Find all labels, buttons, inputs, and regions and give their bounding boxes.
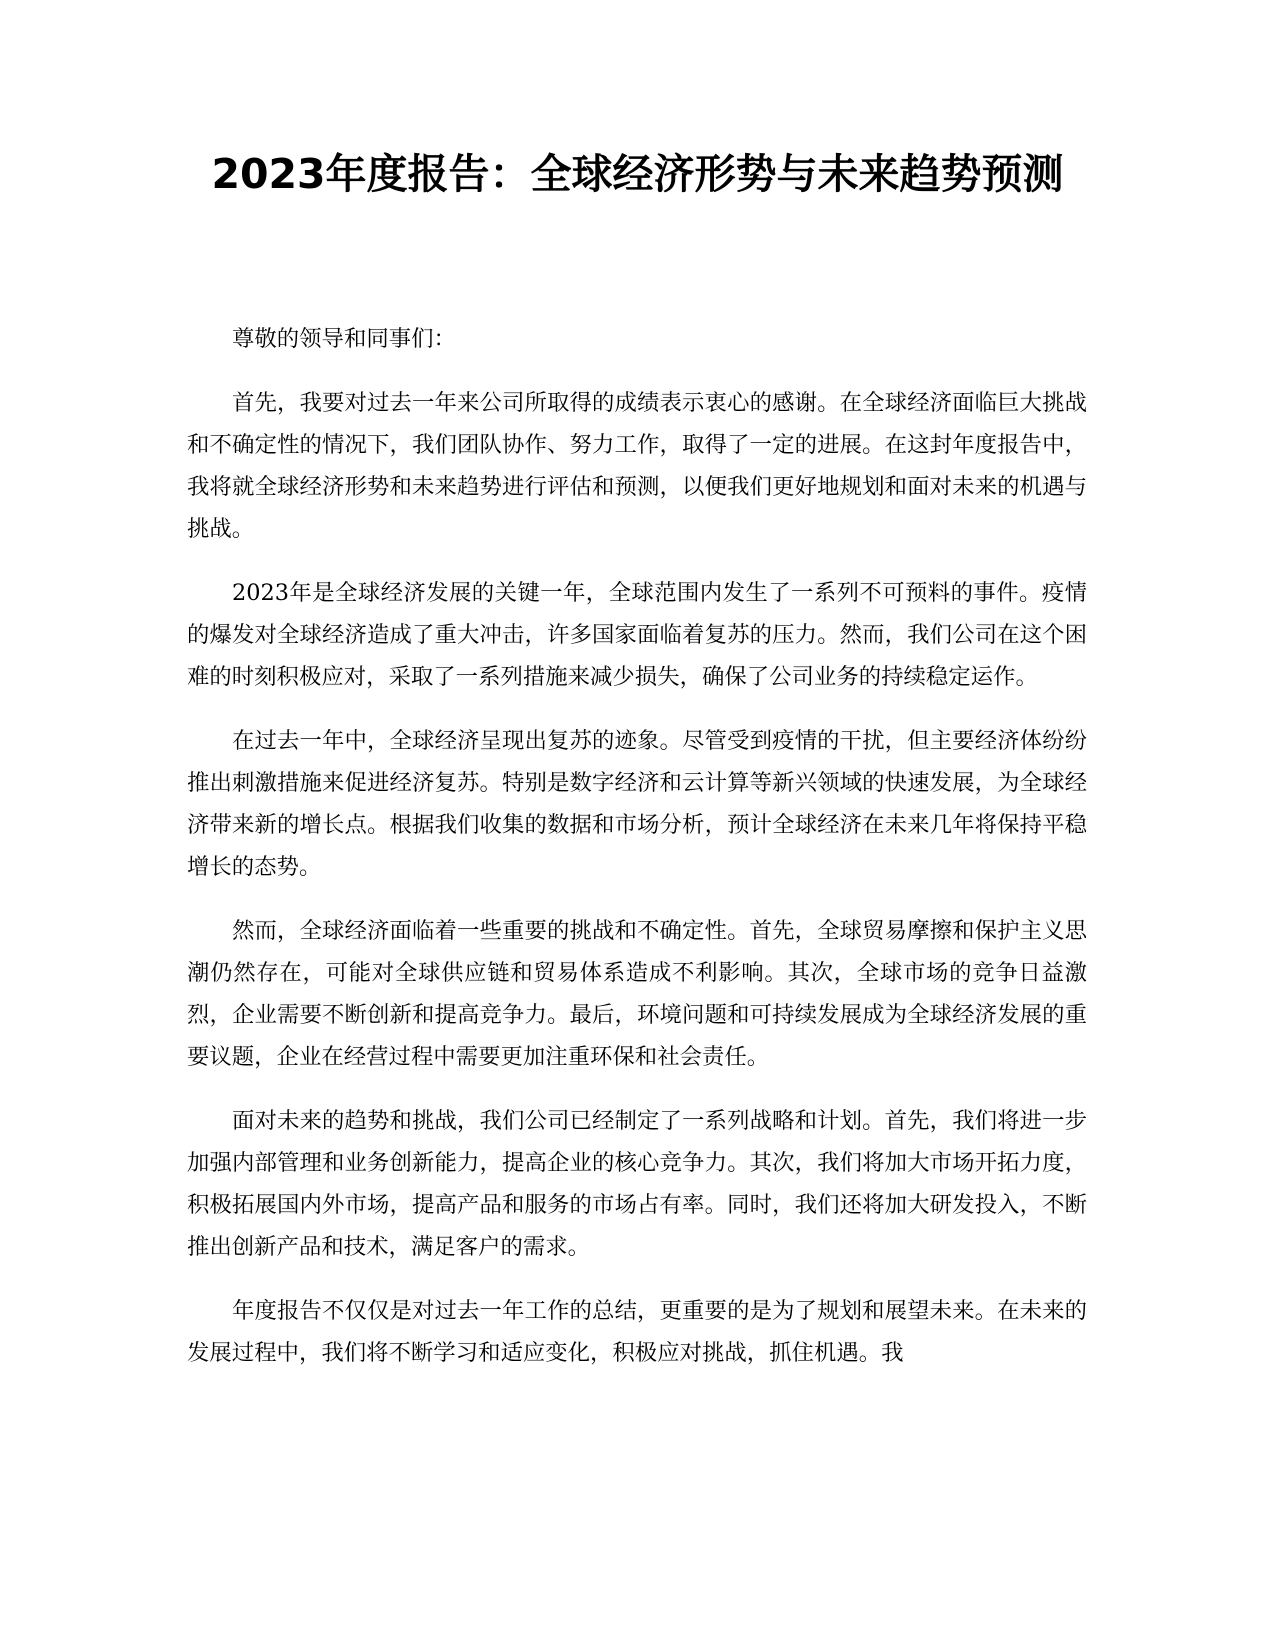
body-paragraph: 2023年是全球经济发展的关键一年，全球范围内发生了一系列不可预料的事件。疫情的爆发对全球经济造成了重大冲击，许多国家面临着复苏的压力。然而，我们公司在这个困难的时刻积极应对，采取了一系列措施来减少损失，确保了公司业务的持续稳定运作。: [187, 580, 1087, 690]
body-paragraph: 面对未来的趋势和挑战，我们公司已经制定了一系列战略和计划。首先，我们将进一步加强内部管理和业务创新能力，提高企业的核心竞争力。其次，我们将加大市场开拓力度，积极拓展国内外市场，提高产品和服务的市场占有率。同时，我们还将加大研发投入，不断推出创新产品和技术，满足客户的需求。: [187, 1108, 1087, 1260]
document-body: [187, 318, 1087, 1396]
body-paragraph: 首先，我要对过去一年来公司所取得的成绩表示衷心的感谢。在全球经济面临巨大挑战和不确定性的情况下，我们团队协作、努力工作，取得了一定的进展。在这封年度报告中，我将就全球经济形势和未来趋势进行评估和预测，以便我们更好地规划和面对未来的机遇与挑战。: [187, 390, 1087, 542]
document-title: 2023年度报告：全球经济形势与未来趋势预测: [211, 150, 1064, 198]
body-paragraph: 年度报告不仅仅是对过去一年工作的总结，更重要的是为了规划和展望未来。在未来的发展过程中，我们将不断学习和适应变化，积极应对挑战，抓住机遇。我: [187, 1298, 1087, 1366]
body-paragraph: 在过去一年中，全球经济呈现出复苏的迹象。尽管受到疫情的干扰，但主要经济体纷纷推出刺激措施来促进经济复苏。特别是数字经济和云计算等新兴领域的快速发展，为全球经济带来新的增长点。根据我们收集的数据和市场分析，预计全球经济在未来几年将保持平稳增长的态势。: [187, 728, 1087, 880]
body-paragraph: 然而，全球经济面临着一些重要的挑战和不确定性。首先，全球贸易摩擦和保护主义思潮仍然存在，可能对全球供应链和贸易体系造成不利影响。其次，全球市场的竞争日益激烈，企业需要不断创新和提高竞争力。最后，环境问题和可持续发展成为全球经济发展的重要议题，企业在经营过程中需要更加注重环保和社会责任。: [187, 918, 1087, 1070]
salutation-paragraph: 尊敬的领导和同事们：: [232, 326, 456, 352]
